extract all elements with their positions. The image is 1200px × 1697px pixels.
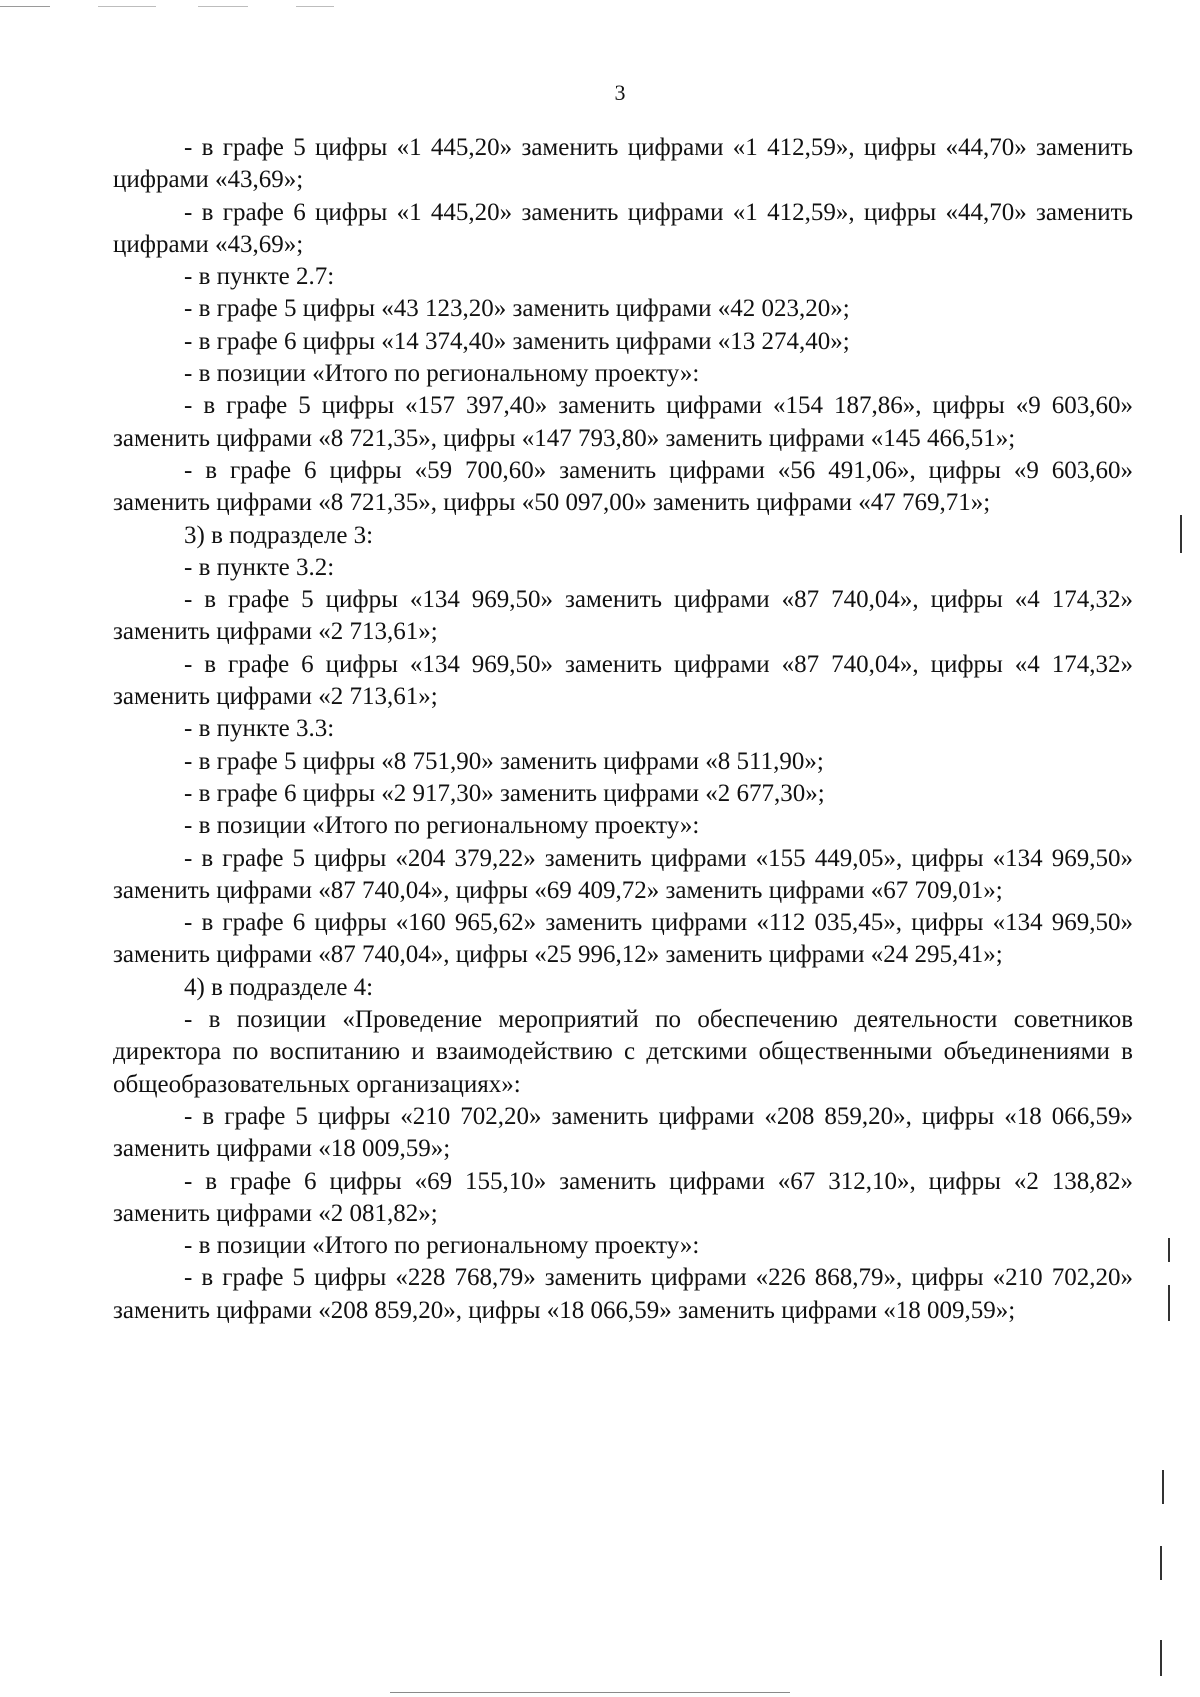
document-body	[113, 132, 1133, 1327]
paragraph: - в графе 6 цифры «2 917,30» заменить цифрами «2 677,30»;	[184, 779, 825, 807]
paragraph: - в пункте 2.7:	[184, 263, 335, 291]
paragraph: - в графе 5 цифры «157 397,40» заменить цифрами «154 187,86», цифры «9 603,60» заменить цифрами «8 721,35», цифры «147 793,80» заменить цифрами «145 466,51»;	[113, 392, 1133, 452]
paragraph: - в графе 5 цифры «8 751,90» заменить цифрами «8 511,90»;	[184, 747, 824, 775]
scan-edge-mark	[1162, 1470, 1164, 1504]
paragraph: 4) в подразделе 4:	[184, 973, 374, 1001]
paragraph: - в графе 6 цифры «1 445,20» заменить цифрами «1 412,59», цифры «44,70» заменить цифрами «43,69»;	[113, 198, 1133, 258]
scan-edge-mark	[1160, 1640, 1162, 1676]
paragraph: - в пункте 3.3:	[184, 715, 335, 743]
paragraph: - в графе 5 цифры «228 768,79» заменить цифрами «226 868,79», цифры «210 702,20» заменить цифрами «208 859,20», цифры «18 066,59» заменить цифрами «18 009,59»;	[113, 1264, 1133, 1324]
scan-artifact-line	[198, 6, 248, 7]
scan-edge-mark	[1160, 1546, 1162, 1580]
paragraph: - в графе 6 цифры «59 700,60» заменить цифрами «56 491,06», цифры «9 603,60» заменить цифрами «8 721,35», цифры «50 097,00» заменить цифрами «47 769,71»;	[113, 456, 1133, 517]
paragraph: - в графе 5 цифры «43 123,20» заменить цифрами «42 023,20»;	[184, 295, 850, 323]
paragraph: - в позиции «Итого по региональному проекту»:	[184, 360, 700, 388]
scan-artifact-line	[98, 6, 156, 7]
paragraph: - в графе 6 цифры «134 969,50» заменить цифрами «87 740,04», цифры «4 174,32» заменить цифрами «2 713,61»;	[113, 650, 1133, 711]
scan-edge-mark	[1180, 515, 1182, 553]
paragraph: - в пункте 3.2:	[184, 553, 335, 581]
paragraph: - в графе 5 цифры «210 702,20» заменить цифрами «208 859,20», цифры «18 066,59» заменить цифрами «18 009,59»;	[113, 1102, 1133, 1163]
paragraph: - в графе 6 цифры «69 155,10» заменить цифрами «67 312,10», цифры «2 138,82» заменить цифрами «2 081,82»;	[113, 1167, 1133, 1227]
paragraph: - в графе 5 цифры «134 969,50» заменить цифрами «87 740,04», цифры «4 174,32» заменить цифрами «2 713,61»;	[113, 586, 1133, 646]
paragraph: - в позиции «Проведение мероприятий по обеспечению деятельности советников директора по воспитанию и взаимодействию с детскими общественными объединениями в общеобразовательных организациях»:	[113, 1006, 1133, 1098]
scan-edge-mark	[1168, 1285, 1170, 1321]
scan-artifact-line	[390, 1692, 790, 1693]
page-number: 3	[614, 80, 626, 105]
scan-artifact-line	[0, 6, 50, 7]
paragraph: - в позиции «Итого по региональному проекту»:	[184, 812, 700, 840]
paragraph: - в графе 6 цифры «160 965,62» заменить цифрами «112 035,45», цифры «134 969,50» заменить цифрами «87 740,04», цифры «25 996,12» заменить цифрами «24 295,41»;	[113, 909, 1133, 969]
paragraph: 3) в подразделе 3:	[184, 521, 374, 549]
paragraph: - в графе 6 цифры «14 374,40» заменить цифрами «13 274,40»;	[184, 327, 850, 355]
paragraph: - в графе 5 цифры «1 445,20» заменить цифрами «1 412,59», цифры «44,70» заменить цифрами «43,69»;	[113, 134, 1133, 194]
paragraph: - в позиции «Итого по региональному проекту»:	[184, 1232, 700, 1260]
scan-edge-mark	[1168, 1238, 1170, 1262]
paragraph: - в графе 5 цифры «204 379,22» заменить цифрами «155 449,05», цифры «134 969,50» заменить цифрами «87 740,04», цифры «69 409,72» заменить цифрами «67 709,01»;	[113, 844, 1133, 904]
scan-artifact-line	[296, 6, 334, 7]
